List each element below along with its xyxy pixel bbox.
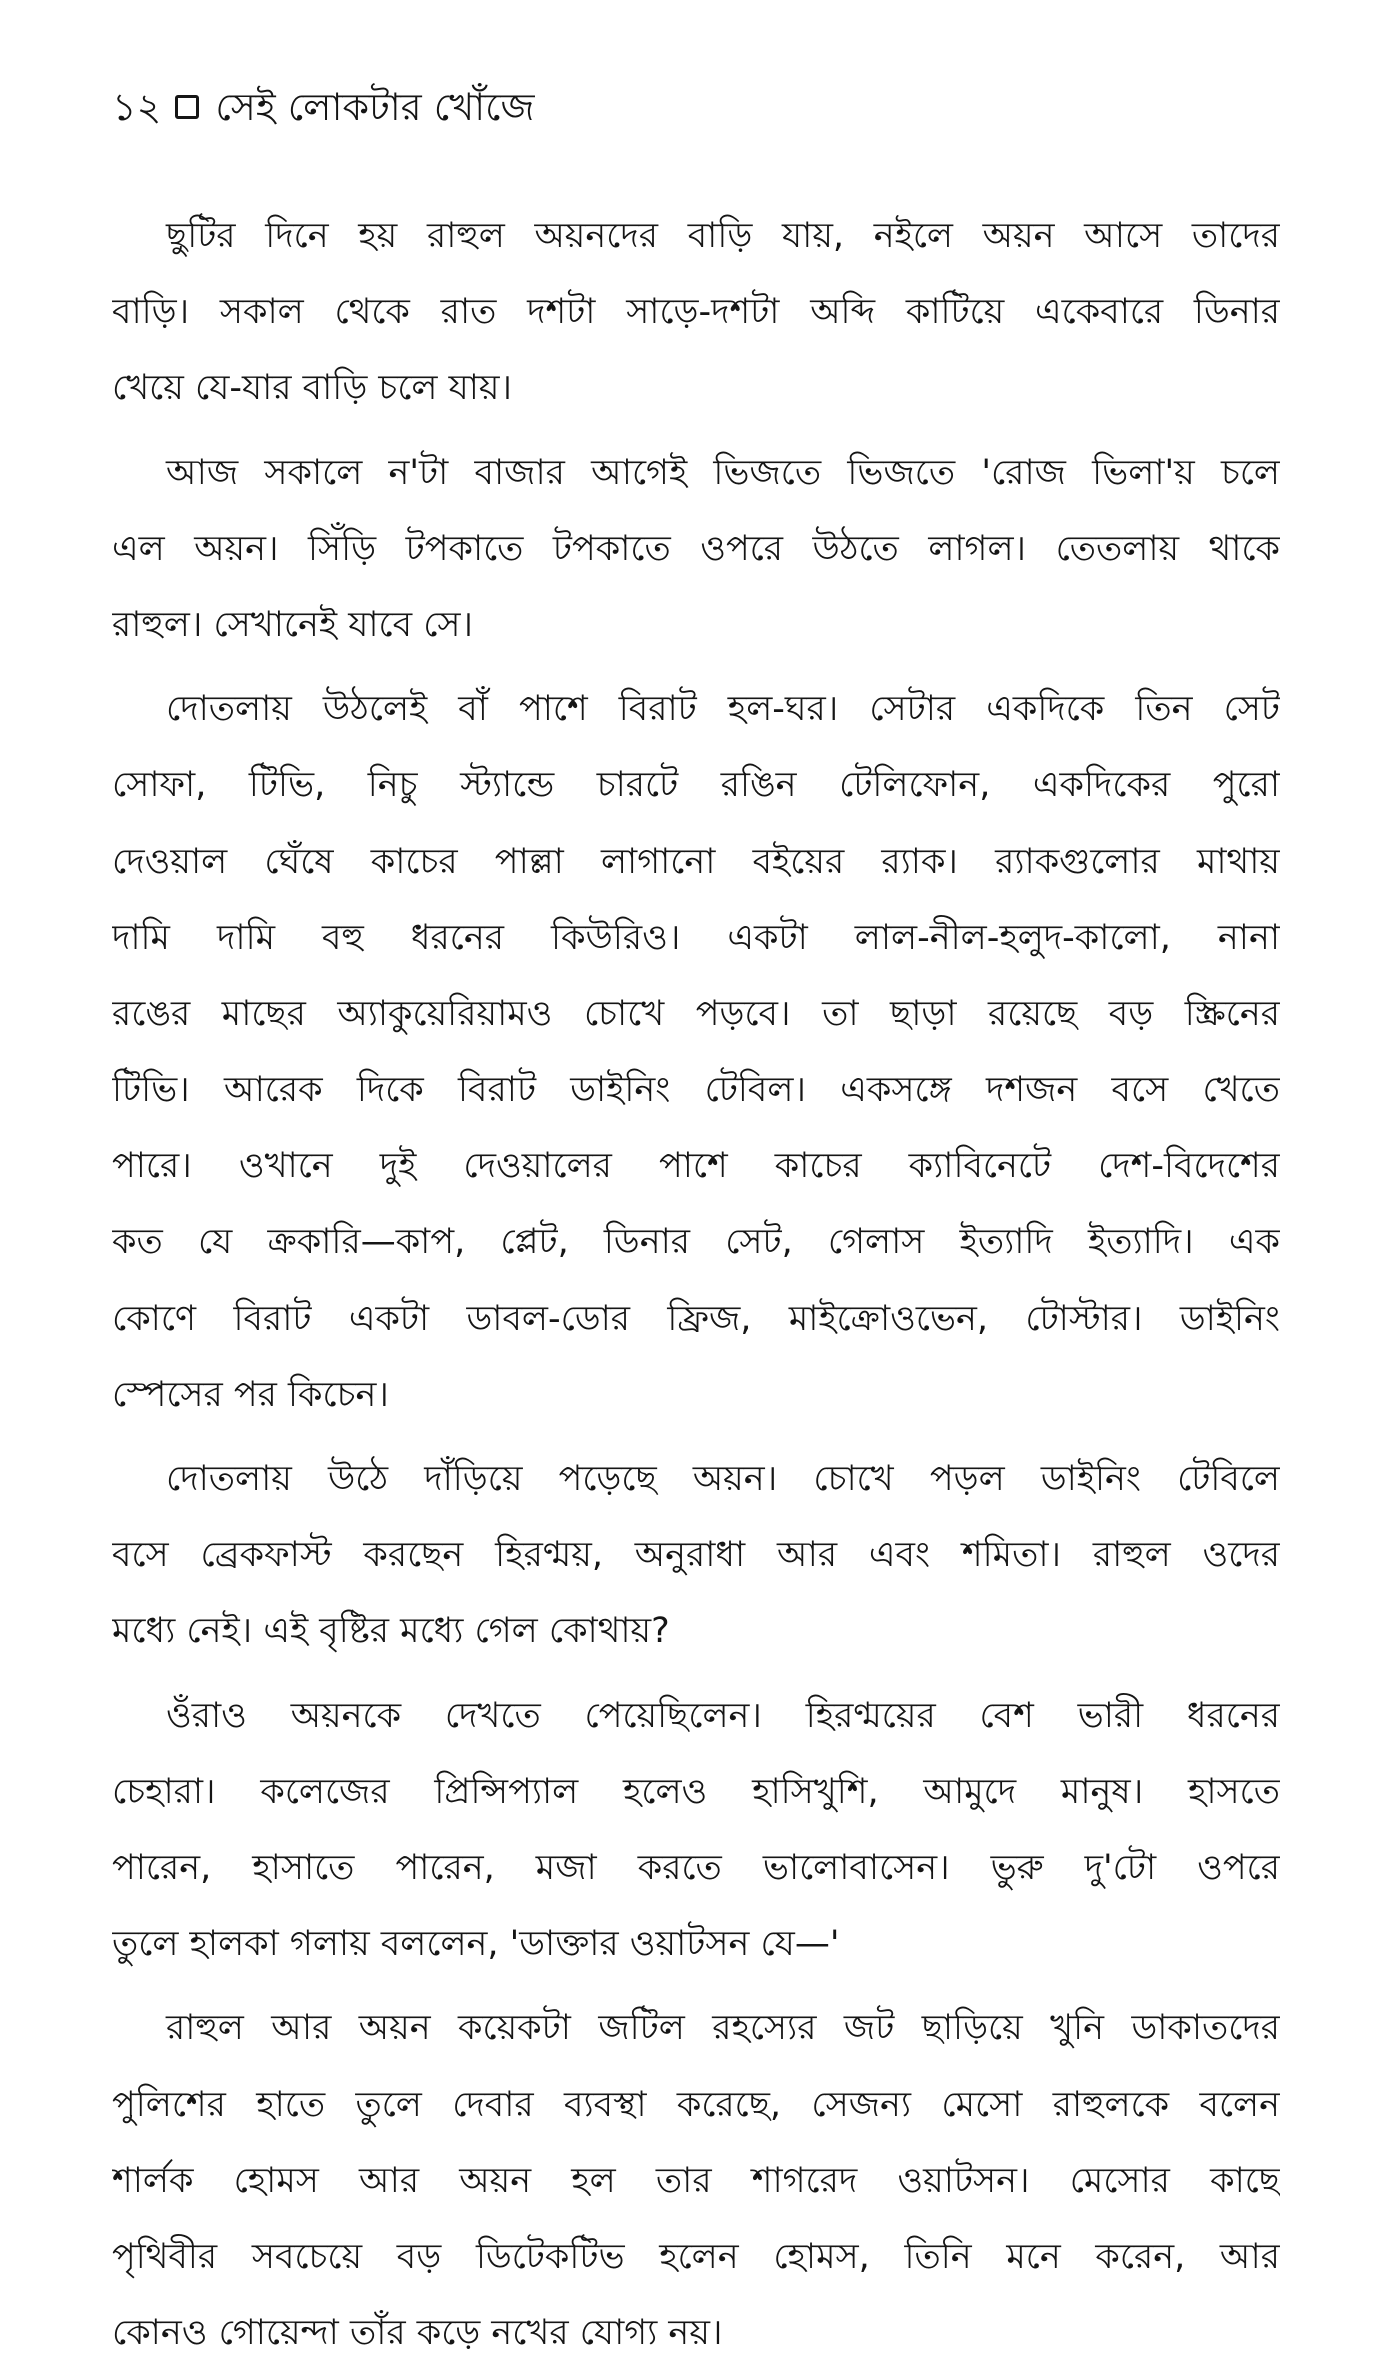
text-line: রঙের মাছের অ্যাকুয়েরিয়ামও চোখে পড়বে। তা ছাড়া রয়েছে বড় স্ক্রিনের	[112, 993, 1280, 1034]
text-line: আজ সকালে ন'টা বাজার আগেই ভিজতে ভিজতে 'রোজ ভিলা'য় চলে	[166, 452, 1280, 493]
paragraph	[112, 1441, 1280, 1670]
paragraph	[112, 1990, 1280, 2371]
text-line: কোণে বিরাট একটা ডাবল-ডোর ফ্রিজ, মাইক্রোওভেন, টোস্টার। ডাইনিং	[112, 1298, 1280, 1339]
paragraph	[112, 435, 1280, 664]
text-line: দেওয়াল ঘেঁষে কাচের পাল্লা লাগানো বইয়ের র‍্যাক। র‍্যাকগুলোর মাথায়	[112, 841, 1280, 882]
text-line: কত যে ক্রকারি—কাপ, প্লেট, ডিনার সেট, গেলাস ইত্যাদি ইত্যাদি। এক	[112, 1222, 1280, 1263]
text-line: এল অয়ন। সিঁড়ি টপকাতে টপকাতে ওপরে উঠতে লাগল। তেতলায় থাকে	[112, 528, 1280, 569]
paragraph	[112, 1678, 1280, 1983]
text-line: রাহুল। সেখানেই যাবে সে।	[112, 604, 474, 645]
paragraph	[112, 671, 1280, 1433]
text-line: পারেন, হাসাতে পারেন, মজা করতে ভালোবাসেন। ভুরু দু'টো ওপরে	[112, 1847, 1280, 1888]
paragraph	[112, 198, 1280, 427]
text-line: স্পেসের পর কিচেন।	[112, 1374, 389, 1415]
running-header	[112, 82, 534, 132]
page-number: ১২	[112, 85, 162, 129]
text-line: তুলে হালকা গলায় বললেন, 'ডাক্তার ওয়াটসন যে—'	[112, 1924, 840, 1965]
text-line: পারে। ওখানে দুই দেওয়ালের পাশে কাচের ক্যাবিনেটে দেশ-বিদেশের	[112, 1146, 1280, 1187]
text-line: দামি দামি বহু ধরনের কিউরিও। একটা লাল-নীল-হলুদ-কালো, নানা	[112, 917, 1280, 958]
text-line: দোতলায় উঠলেই বাঁ পাশে বিরাট হল-ঘর। সেটার একদিকে তিন সেট	[166, 689, 1280, 730]
text-line: ছুটির দিনে হয় রাহুল অয়নদের বাড়ি যায়, নইলে অয়ন আসে তাদের	[166, 216, 1280, 256]
text-line: টিভি। আরেক দিকে বিরাট ডাইনিং টেবিল। একসঙ্গে দশজন বসে খেতে	[112, 1070, 1280, 1111]
text-line: পুলিশের হাতে তুলে দেবার ব্যবস্থা করেছে, সেজন্য মেসো রাহুলকে বলেন	[112, 2084, 1280, 2125]
text-line: খেয়ে যে-যার বাড়ি চলে যায়।	[112, 368, 513, 409]
text-line: সোফা, টিভি, নিচু স্ট্যান্ডে চারটে রঙিন টেলিফোন, একদিকের পুরো	[112, 765, 1280, 806]
text-line: বসে ব্রেকফাস্ট করছেন হিরণ্ময়, অনুরাধা আর এবং শমিতা। রাহুল ওদের	[112, 1535, 1280, 1576]
text-line: রাহুল আর অয়ন কয়েকটা জটিল রহস্যের জট ছাড়িয়ে খুনি ডাকাতদের	[166, 2008, 1280, 2049]
text-line: মধ্যে নেই। এই বৃষ্টির মধ্যে গেল কোথায়?	[112, 1611, 670, 1652]
text-line: পৃথিবীর সবচেয়ে বড় ডিটেকটিভ হলেন হোমস, তিনি মনে করেন, আর	[112, 2236, 1280, 2277]
book-title: সেই লোকটার খোঁজে	[215, 85, 535, 129]
text-line: শার্লক হোমস আর অয়ন হল তার শাগরেদ ওয়াটসন। মেসোর কাছে	[112, 2160, 1280, 2201]
body-text	[112, 198, 1280, 2379]
text-line: বাড়ি। সকাল থেকে রাত দশটা সাড়ে-দশটা অব্দি কাটিয়ে একেবারে ডিনার	[112, 292, 1280, 333]
header-separator-box-icon	[175, 95, 199, 119]
text-line: দোতলায় উঠে দাঁড়িয়ে পড়েছে অয়ন। চোখে পড়ল ডাইনিং টেবিলে	[166, 1459, 1280, 1499]
text-line: ওঁরাও অয়নকে দেখতে পেয়েছিলেন। হিরণ্ময়ের বেশ ভারী ধরনের	[166, 1695, 1280, 1736]
text-line: চেহারা। কলেজের প্রিন্সিপ্যাল হলেও হাসিখুশি, আমুদে মানুষ। হাসতে	[112, 1771, 1280, 1812]
text-line: কোনও গোয়েন্দা তাঁর কড়ে নখের যোগ্য নয়।	[112, 2313, 723, 2354]
